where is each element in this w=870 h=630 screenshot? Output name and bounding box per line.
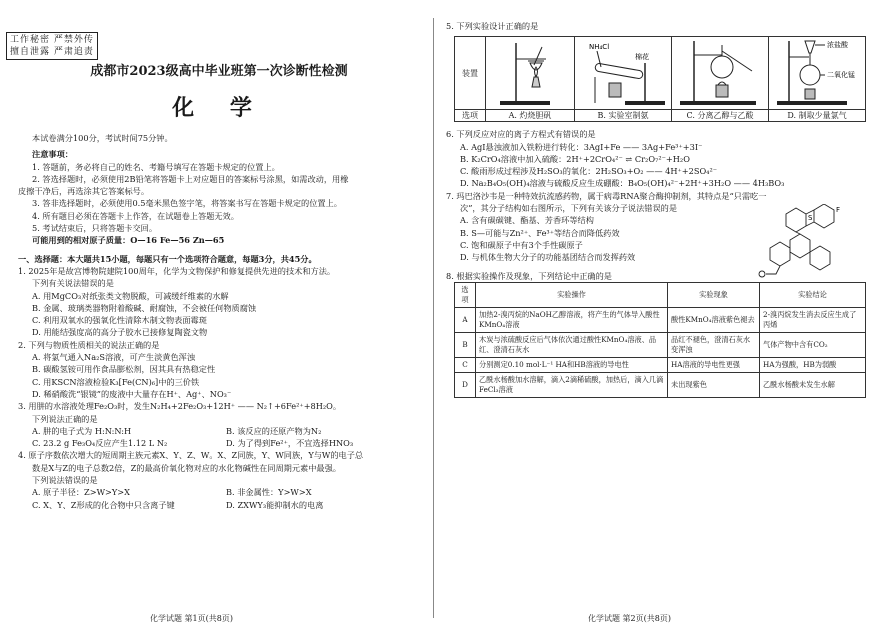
q3-options-row-2 — [18, 437, 420, 449]
q4-option-a: A. 原子半径：Z>W>Y>X — [32, 487, 130, 498]
q2-option-d: D. 稀硝酸洗“银镜”的废液中大量存在H⁺、Ag⁺、NO₃⁻ — [32, 388, 232, 399]
table-row — [455, 307, 866, 332]
q3-options-row-1 — [18, 425, 420, 437]
mno2-label: 二氧化锰 — [827, 71, 855, 80]
question-3-stem-2: 下列说法正确的是 — [32, 413, 98, 424]
question-1-stem-2: 下列有关说法错误的是 — [32, 278, 114, 289]
table-header-cell: 实验现象 — [668, 282, 760, 307]
question-3-stem: 3. 用肼的水溶液处理Fe₂O₃时，发生N₂H₄+2Fe₂O₃+12H⁺ —— N₂↑+6Fe²⁺+8H₂O。 — [18, 401, 342, 412]
table-header-cell: 实验结论 — [760, 282, 866, 307]
atomic-masses: 可能用到的相对原子质量：O—16 Fe—56 Zn—65 — [32, 235, 225, 246]
page-left — [0, 0, 430, 630]
apparatus-d-image — [769, 37, 866, 110]
q7-option-a: A. 含有碳碳键、酯基、芳香环等结构 — [460, 215, 594, 226]
question-2-stem: 2. 下列与物质性质相关的说法正确的是 — [18, 339, 160, 350]
subject-title: 化 学 — [172, 95, 266, 121]
q4-options-row-1 — [18, 486, 420, 498]
table-header-row — [455, 282, 866, 307]
q4-option-c: C. X、Y、Z形成的化合物中只含离子键 — [32, 499, 175, 510]
note-line: 皮擦干净后，再选涂其它答案标号。 — [18, 186, 150, 197]
q7-option-d: D. 与机体生物大分子的功能基团结合而发挥药效 — [460, 252, 636, 263]
q3-option-a: A. 肼的电子式为 H:N:N:H — [32, 425, 132, 436]
question-6-stem: 6. 下列反应对应的离子方程式有错误的是 — [446, 129, 596, 140]
question-7-block — [446, 190, 862, 264]
table-cell: 加热2-溴丙烷的NaOH乙醇溶液，将产生的气体导入酸性KMnO₄溶液 — [476, 307, 668, 332]
question-4-stem: 4. 原子序数依次增大的短周期主族元素X、Y、Z、W。X、Z同族，Y、W同族，Y与W的电子总 — [18, 450, 364, 461]
question-7-stem: 7. 玛巴洛沙韦是一种特效抗流感药物，属于病毒RNA聚合酶抑制剂，其特点是“只需吃一 — [446, 190, 767, 201]
q5-apparatus-table — [454, 36, 866, 122]
nh4cl-label: NH₄Cl — [589, 43, 610, 52]
q3-option-c: C. 23.2 g Fe₃O₄反应产生1.12 L N₂ — [32, 438, 168, 449]
table-cell: A — [455, 307, 476, 332]
table-cell: HA溶液的导电性更强 — [668, 357, 760, 372]
table-cell: 乙酰水杨酸加水溶解，滴入2滴稀硫酸，加热后，滴入几滴FeCl₃溶液 — [476, 372, 668, 397]
table-header-cell: 实验操作 — [476, 282, 668, 307]
exam-title: 成都市2023级高中毕业班第一次诊断性检测 — [90, 64, 348, 79]
q6-option-b: B. K₂CrO₄溶液中加入硫酸：2H⁺+2CrO₄²⁻ ⇌ Cr₂O₇²⁻+H₂O — [460, 153, 690, 164]
table-cell: 乙酰水杨酸未发生水解 — [760, 372, 866, 397]
fluorine-label: F — [836, 205, 841, 214]
q2-option-a: A. 将氯气通入Na₂S溶液，可产生淡黄色浑浊 — [32, 352, 196, 363]
question-1-stem: 1. 2025年是故宫博物院建院100周年，化学为文物保护和修复提供先进的技术和方法。 — [18, 265, 336, 276]
page-right — [438, 0, 870, 630]
q1-option-c: C. 利用双氧水的强氧化性清除木制文物表面霉斑 — [32, 315, 207, 326]
q8-experiment-table — [454, 282, 866, 398]
page-footer-right: 化学试题 第2页(共8页) — [588, 614, 671, 623]
apparatus-row-label: 装置 — [455, 37, 486, 110]
table-cell: 木炭与浓硫酸反应后气体依次通过酸性KMnO₄溶液、品红、澄清石灰水 — [476, 332, 668, 357]
conc-hcl-label: 浓盐酸 — [827, 41, 848, 50]
question-8-stem: 8. 根据实验操作及现象，下列结论中正确的是 — [446, 270, 612, 281]
table-row — [455, 372, 866, 397]
confidential-stamp: 工作秘密 严禁外传 擅自泄露 严肃追责 — [6, 32, 98, 60]
q2-option-c: C. 用KSCN溶液检验K₃[Fe(CN)₆]中的三价铁 — [32, 376, 200, 387]
table-cell: C — [455, 357, 476, 372]
page-footer-left: 化学试题 第1页(共8页) — [150, 614, 233, 623]
q4-options-row-2 — [18, 499, 420, 511]
q6-option-d: D. Na₂B₄O₅(OH)₄溶液与硫酸反应生成硼酸：B₄O₅(OH)₄²⁻+2H⁺+3H₂O —— 4H₃BO₃ — [460, 178, 785, 189]
table-cell: 酸性KMnO₄溶液紫色褪去 — [668, 307, 760, 332]
q5-option-d: D. 制取少量氯气 — [769, 110, 866, 122]
q6-option-a: A. AgI悬浊液加入铁粉进行转化：3AgI+Fe —— 3Ag+Fe³⁺+3I⁻ — [460, 141, 703, 152]
table-cell: 分别测定0.10 mol·L⁻¹ HA和HB溶液的导电性 — [476, 357, 668, 372]
table-cell: 2-溴丙烷发生消去反应生成了丙烯 — [760, 307, 866, 332]
intro-text: 本试卷满分100分，考试时间75分钟。 — [32, 133, 173, 143]
q7-option-b: B. S—可能与Zn²⁺、Fe³⁺等结合而降低药效 — [460, 227, 620, 238]
question-4-stem-2: 数是X与Z的电子总数2倍，Z的最高价氧化物对应的水化物碱性在同周期元素中最强。 — [32, 462, 341, 473]
q3-option-b: B. 该反应的还原产物为N₂ — [226, 425, 322, 436]
sulfur-label: S — [808, 213, 813, 222]
q7-option-c: C. 饱和碳原子中有3个手性碳原子 — [460, 239, 583, 250]
cotton-label: 棉花 — [635, 53, 649, 62]
note-line: 1. 答题前，务必将自己的姓名、考籍号填写在答题卡规定的位置上。 — [32, 161, 280, 172]
note-line: 4. 所有题目必须在答题卡上作答，在试题卷上答题无效。 — [32, 210, 239, 221]
table-cell: 气体产物中含有CO₂ — [760, 332, 866, 357]
q5-option-c: C. 分离乙醇与乙酸 — [672, 110, 769, 122]
q1-option-d: D. 用能结强度高的高分子胶水已接修复陶瓷文物 — [32, 327, 208, 338]
note-line: 3. 答非选择题时，必须使用0.5毫米黑色签字笔，将答案书写在答题卡规定的位置上。 — [32, 198, 342, 209]
page-divider — [433, 18, 434, 618]
section-heading: 一、选择题：本大题共15小题，每题只有一个选项符合题意，每题3分，共45分。 — [18, 253, 317, 264]
question-4-stem-3: 下列说法错误的是 — [32, 475, 98, 486]
apparatus-b-image — [575, 37, 672, 110]
q4-option-d: D. ZXWY₃能抑制水的电离 — [226, 499, 324, 510]
question-7-stem-2: 次”，其分子结构如右图所示，下列有关该分子说法错误的是 — [460, 203, 678, 214]
q2-option-b: B. 碳酸氢铵可用作食品膨松剂，因其具有热稳定性 — [32, 364, 216, 375]
q5-option-b: B. 实验室制氨 — [575, 110, 672, 122]
q3-option-d: D. 为了得到Fe²⁺，不宜选择HNO₃ — [226, 438, 354, 449]
q1-option-b: B. 金属、玻璃类器物附着酸碱、耐腐蚀，不会被任何物质腐蚀 — [32, 302, 257, 313]
apparatus-c-image — [672, 37, 769, 110]
molecule-structure-image — [746, 204, 866, 280]
option-row-label: 选项 — [455, 110, 486, 122]
table-cell: 品红不褪色，澄清石灰水变浑浊 — [668, 332, 760, 357]
q1-option-a: A. 用MgCO₃对纸张类文物脱酸，可减缓纤维素的水解 — [32, 290, 229, 301]
table-header-cell: 选项 — [455, 282, 476, 307]
table-row — [455, 357, 866, 372]
q5-option-a: A. 灼烧胆矾 — [486, 110, 575, 122]
question-5-stem: 5. 下列实验设计正确的是 — [446, 21, 539, 31]
table-row — [455, 332, 866, 357]
note-line: 2. 答选择题时，必须使用2B铅笔将答题卡上对应题目的答案标号涂黑，如需改动，用橡 — [32, 173, 349, 184]
table-cell: 未出现紫色 — [668, 372, 760, 397]
table-cell: HA为强酸，HB为弱酸 — [760, 357, 866, 372]
apparatus-a-image — [486, 37, 575, 110]
table-cell: D — [455, 372, 476, 397]
table-cell: B — [455, 332, 476, 357]
q6-option-c: C. 酸雨形成过程涉及H₂SO₃的氧化：2H₂SO₃+O₂ —— 4H⁺+2SO₄²⁻ — [460, 166, 718, 177]
q4-option-b: B. 非金属性：Y>W>X — [226, 487, 312, 498]
note-line: 5. 考试结束后，只将答题卡交回。 — [32, 223, 158, 234]
notes-heading: 注意事项： — [32, 149, 73, 160]
